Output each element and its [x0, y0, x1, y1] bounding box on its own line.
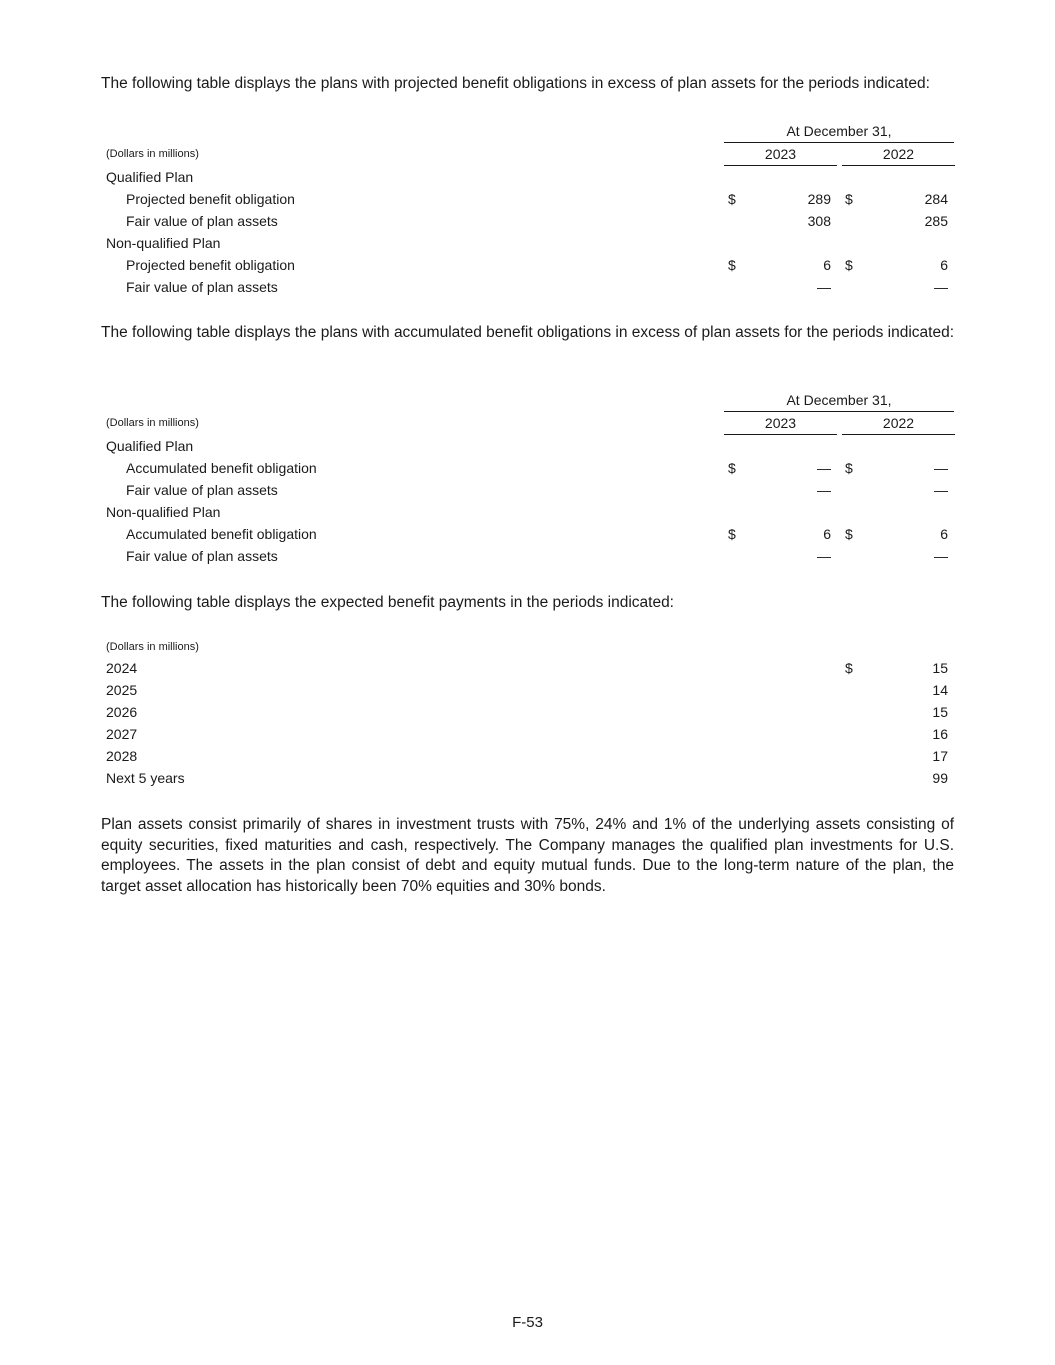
- payment-value: 14: [932, 682, 948, 698]
- row-label: Fair value of plan assets: [126, 213, 278, 229]
- currency-symbol: $: [728, 257, 736, 273]
- payment-value: 16: [932, 726, 948, 742]
- row-label: 2025: [106, 682, 138, 698]
- year-header-2022: 2022: [842, 412, 955, 435]
- year-header-2023: 2023: [724, 412, 837, 435]
- value-2022: 285: [924, 213, 948, 229]
- value-2022: 6: [940, 257, 948, 273]
- table-row: [101, 501, 954, 523]
- value-2023: 308: [807, 213, 831, 229]
- table-row: [101, 679, 954, 701]
- units-label: (Dollars in millions): [106, 417, 199, 429]
- table-row: [101, 254, 954, 276]
- value-2022: 6: [940, 526, 948, 542]
- row-label: Next 5 years: [106, 770, 185, 786]
- year-header-2023: 2023: [724, 143, 837, 166]
- value-2023: —: [817, 482, 831, 498]
- table-row: [101, 435, 954, 457]
- year-header-2022: 2022: [842, 143, 955, 166]
- table-header-row: [101, 636, 954, 658]
- page-number: F-53: [512, 1314, 543, 1331]
- table-row: [101, 767, 954, 789]
- row-label: Projected benefit obligation: [126, 191, 295, 207]
- row-label: Non-qualified Plan: [106, 235, 221, 251]
- column-group-header: At December 31,: [724, 389, 954, 412]
- units-label: (Dollars in millions): [106, 148, 199, 160]
- intro-paragraph-payments: The following table displays the expected benefit payments in the periods indicated:: [101, 594, 674, 611]
- value-2022: —: [934, 460, 948, 476]
- table-row: [101, 457, 954, 479]
- row-label: Fair value of plan assets: [126, 279, 278, 295]
- value-2023: 6: [823, 526, 831, 542]
- table-header-row: [101, 143, 954, 165]
- currency-symbol: $: [845, 257, 853, 273]
- row-label: Accumulated benefit obligation: [126, 460, 317, 476]
- value-2023: 6: [823, 257, 831, 273]
- table-row: [101, 232, 954, 254]
- row-label: 2024: [106, 660, 138, 676]
- payment-value: 15: [932, 660, 948, 676]
- intro-paragraph-projected: The following table displays the plans with projected benefit obligations in excess of plan assets for the periods indicated:: [101, 75, 930, 92]
- column-group-header: At December 31,: [724, 120, 954, 143]
- currency-symbol: $: [845, 526, 853, 542]
- table-header-row: [101, 412, 954, 434]
- table-row: [101, 745, 954, 767]
- currency-symbol: $: [728, 526, 736, 542]
- table-row: [101, 545, 954, 567]
- currency-symbol: $: [728, 191, 736, 207]
- currency-symbol: $: [728, 460, 736, 476]
- value-2023: —: [817, 460, 831, 476]
- table-row: [101, 723, 954, 745]
- row-label: Fair value of plan assets: [126, 482, 278, 498]
- row-label: Qualified Plan: [106, 169, 194, 185]
- value-2023: 289: [807, 191, 831, 207]
- table-row: [101, 657, 954, 679]
- payment-value: 17: [932, 748, 948, 764]
- table-row: [101, 523, 954, 545]
- table-row: [101, 188, 954, 210]
- table-row: [101, 276, 954, 298]
- row-label: Fair value of plan assets: [126, 548, 278, 564]
- value-2022: —: [934, 279, 948, 295]
- table-row: [101, 210, 954, 232]
- row-label: 2026: [106, 704, 138, 720]
- value-2022: —: [934, 548, 948, 564]
- currency-symbol: $: [845, 191, 853, 207]
- table-row: [101, 166, 954, 188]
- value-2023: —: [817, 279, 831, 295]
- row-label: Qualified Plan: [106, 438, 194, 454]
- closing-paragraph: Plan assets consist primarily of shares in investment trusts with 75%, 24% and 1% of the underlying assets consisting of equity securities, fixed maturities and cash, respectively. The Company manages the qualified plan investments for U.S. employees. The assets in the plan consist of debt and equity mutual funds. Due to the long-term nature of the plan, the target asset allocation has historically been 70% equities and 30% bonds.: [101, 816, 954, 895]
- value-2023: —: [817, 548, 831, 564]
- row-label: Projected benefit obligation: [126, 257, 295, 273]
- row-label: 2028: [106, 748, 138, 764]
- value-2022: —: [934, 482, 948, 498]
- payment-value: 99: [932, 770, 948, 786]
- payment-value: 15: [932, 704, 948, 720]
- units-label: (Dollars in millions): [106, 641, 199, 653]
- row-label: 2027: [106, 726, 138, 742]
- row-label: Non-qualified Plan: [106, 504, 221, 520]
- intro-paragraph-accumulated: The following table displays the plans with accumulated benefit obligations in excess of plan assets for the periods indicated:: [101, 324, 954, 341]
- row-label: Accumulated benefit obligation: [126, 526, 317, 542]
- currency-symbol: $: [845, 460, 853, 476]
- table-row: [101, 479, 954, 501]
- value-2022: 284: [924, 191, 948, 207]
- table-row: [101, 701, 954, 723]
- currency-symbol: $: [845, 660, 853, 676]
